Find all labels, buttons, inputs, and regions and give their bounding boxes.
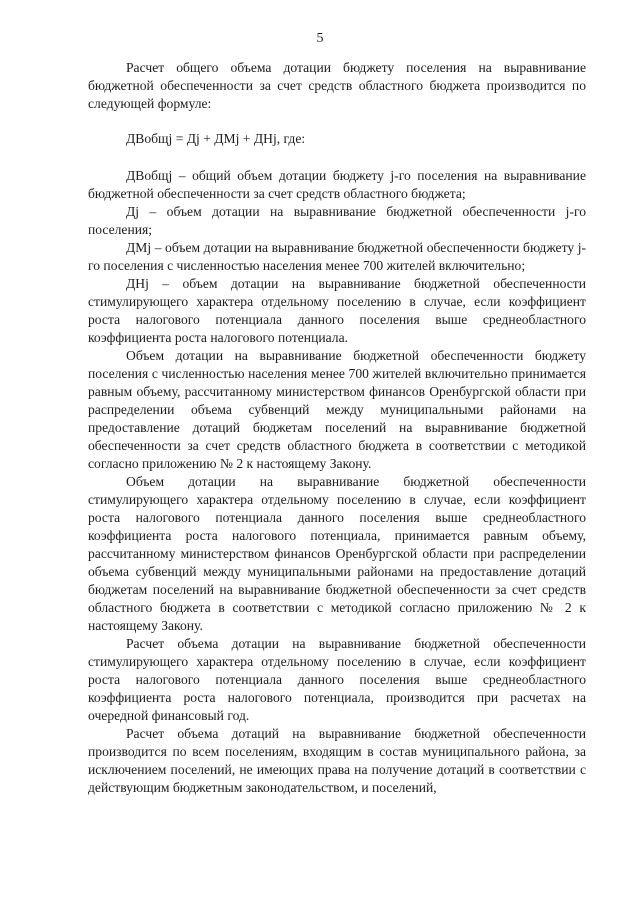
page-number: 5 (316, 31, 324, 46)
paragraph-stimulating-calculation: Расчет объема дотации на выравнивание бюджетной обеспеченности стимулирующего характера отдельному поселению в случае, если коэффициент роста налогового потенциала данного поселения выше среднеобластного коэффициента роста налогового потенциала, производится при расчетах на очередной финансовый год. (88, 636, 586, 723)
definition-small-settlement: ДМj – объем дотации на выравнивание бюджетной обеспеченности бюджету j-го поселения с численностью населения менее 700 жителей включительно; (88, 240, 586, 273)
paragraph-small-settlements: Объем дотации на выравнивание бюджетной обеспеченности бюджету поселения с численностью населения менее 700 жителей включительно принимается равным объему, рассчитанному министерством финансов Оренбургской области при распределении объема субвенций между муниципальными районами на предоставление дотаций бюджетам поселений на выравнивание бюджетной обеспеченности за счет средств областного бюджета в соответствии с методикой согласно приложению № 2 к настоящему Закону. (88, 348, 586, 471)
paragraph-all-settlements: Расчет объема дотаций на выравнивание бюджетной обеспеченности производится по всем поселениям, входящим в состав муниципального района, за исключением поселений, не имеющих права на получение дотаций в соответствии с действующим бюджетным законодательством, и поселений, (88, 726, 586, 795)
definition-stimulating: ДНj – объем дотации на выравнивание бюджетной обеспеченности стимулирующего характера отдельному поселению в случае, если коэффициент роста налогового потенциала данного поселения выше среднеобластного коэффициента роста налогового потенциала. (88, 276, 586, 345)
formula: ДВобщj = Дj + ДМj + ДНj, где: (126, 131, 306, 146)
definition-total: ДВобщj – общий объем дотации бюджету j-го поселения на выравнивание бюджетной обеспеченности за счет средств областного бюджета; (88, 168, 586, 201)
document-body (88, 59, 586, 797)
intro-paragraph: Расчет общего объема дотации бюджету поселения на выравнивание бюджетной обеспеченности за счет средств областного бюджета производится по следующей формуле: (88, 60, 586, 111)
definition-base: Дj – объем дотации на выравнивание бюджетной обеспеченности j-го поселения; (88, 204, 586, 237)
definitions-list (88, 167, 586, 347)
paragraph-stimulating-volume: Объем дотации на выравнивание бюджетной обеспеченности стимулирующего характера отдельному поселению в случае, если коэффициент роста налогового потенциала данного поселения выше среднеобластного коэффициента роста налогового потенциала, принимается равным объему, рассчитанному министерством финансов Оренбургской области при распределении объема субвенций между муниципальными районами на предоставление дотаций бюджетам поселений на выравнивание бюджетной обеспеченности за счет средств областного бюджета в соответствии с методикой согласно приложению № 2 к настоящему Закону. (88, 474, 586, 633)
